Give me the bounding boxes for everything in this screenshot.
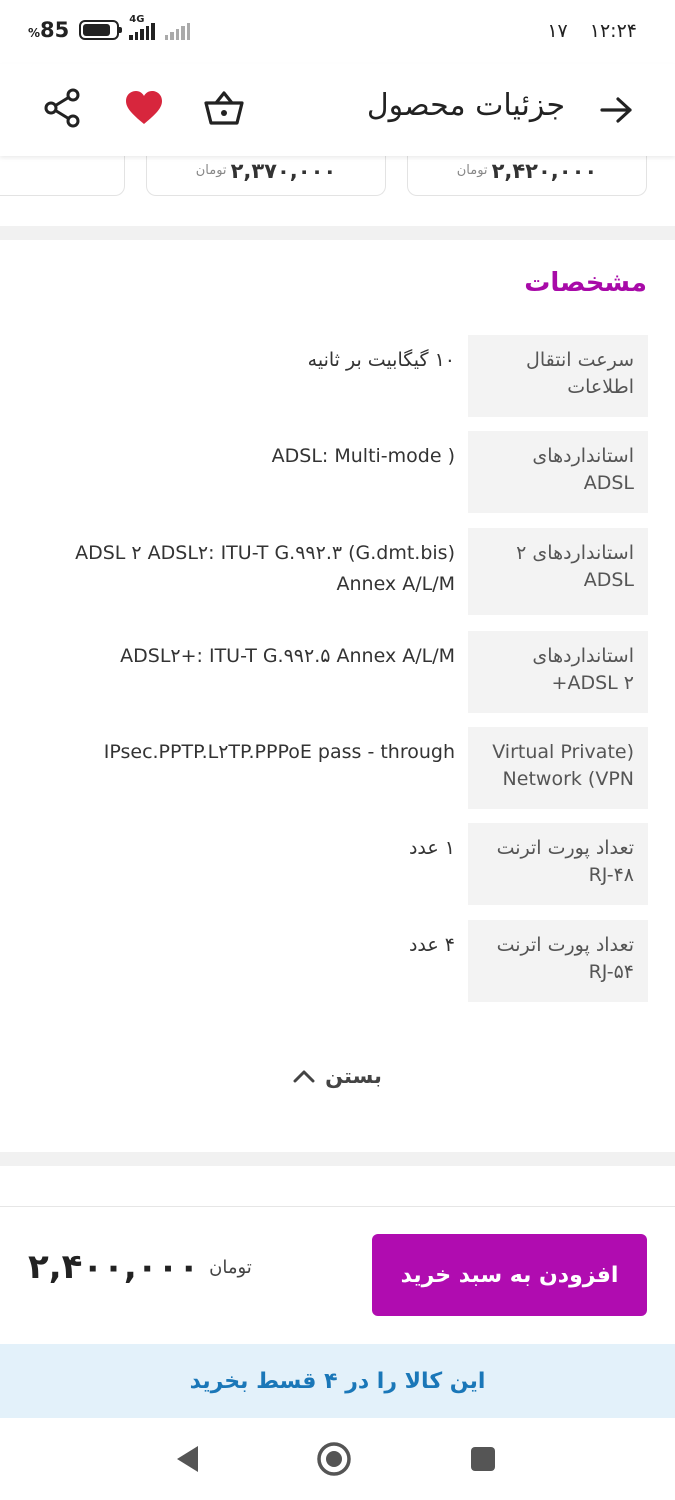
spec-value: IPsec.PPTP.L۲TP.PPPoE pass - through — [103, 741, 455, 763]
app-header — [0, 64, 675, 156]
spec-value: ۴ عدد — [408, 934, 455, 956]
battery-fill — [83, 24, 110, 36]
price-unit: تومان — [209, 1256, 252, 1278]
similar-products-strip[interactable] — [0, 156, 675, 226]
spec-key: استانداردهای ADSL ۲+ — [468, 631, 648, 713]
percent-sign: % — [28, 26, 41, 40]
spec-value: ۱۰ گیگابیت بر ثانیه — [307, 349, 455, 371]
section-divider — [0, 226, 675, 240]
spec-value: ADSL: Multi-mode ) — [271, 445, 455, 467]
nav-recents-button[interactable] — [462, 1438, 504, 1480]
recents-square-icon — [469, 1445, 497, 1473]
signal-secondary-icon — [165, 20, 191, 40]
similar-product-card[interactable] — [146, 156, 386, 196]
nav-home-button[interactable] — [313, 1438, 355, 1480]
purchase-bar — [0, 1206, 675, 1344]
page-title: جزئیات محصول — [366, 88, 565, 123]
signal-4g-icon — [129, 14, 155, 40]
share-button[interactable] — [40, 86, 84, 130]
spec-value: ۱ عدد — [408, 837, 455, 859]
close-specs-button[interactable] — [0, 1064, 675, 1088]
back-triangle-icon — [174, 1444, 200, 1474]
heart-icon — [124, 90, 164, 126]
spec-key: Virtual Private) Network (VPN — [468, 727, 648, 809]
battery-icon — [79, 20, 119, 40]
status-date: ۱۷ — [547, 20, 568, 42]
close-label: بستن — [325, 1064, 382, 1088]
add-to-cart-button[interactable]: افزودن به سبد خرید — [372, 1234, 647, 1316]
nav-back-button[interactable] — [166, 1438, 208, 1480]
spec-key: استانداردهای ۲ ADSL — [468, 528, 648, 615]
card-price: ۲,۴۲۰,۰۰۰ — [491, 158, 598, 183]
installment-text: این کالا را در ۴ قسط بخرید — [189, 1368, 486, 1394]
basket-button[interactable] — [202, 86, 246, 130]
final-price — [28, 1247, 252, 1287]
spec-key: تعداد پورت اترنت RJ-۵۴ — [468, 920, 648, 1002]
section-divider — [0, 1152, 675, 1166]
home-circle-icon — [316, 1441, 352, 1477]
installment-banner[interactable] — [0, 1344, 675, 1418]
spec-key: سرعت انتقال اطلاعات — [468, 335, 648, 417]
basket-icon — [203, 90, 245, 126]
card-price-unit: تومان — [195, 163, 227, 178]
specs-title: مشخصات — [524, 268, 647, 298]
spec-key: تعداد پورت اترنت RJ-۴۸ — [468, 823, 648, 905]
status-time: ۱۲:۲۴ — [589, 20, 637, 42]
similar-product-card[interactable] — [407, 156, 647, 196]
network-label: 4G — [129, 14, 145, 25]
spec-key: استانداردهای ADSL — [468, 431, 648, 513]
system-nav-bar — [0, 1418, 675, 1500]
spec-value: ADSL ۲ ADSL۲: ITU-T G.۹۹۲.۳ (G.dmt.bis) Annex A/L/M — [75, 542, 455, 595]
share-icon — [43, 88, 81, 128]
chevron-up-icon — [293, 1069, 315, 1083]
status-left — [28, 14, 190, 42]
price-value: ۲,۴۰۰,۰۰۰ — [28, 1247, 200, 1287]
battery-percent — [28, 18, 69, 42]
favorite-button[interactable] — [122, 86, 166, 130]
arrow-right-icon — [600, 96, 634, 124]
spec-value: ADSL۲+: ITU-T G.۹۹۲.۵ Annex A/L/M — [120, 645, 455, 667]
status-right — [547, 20, 637, 42]
card-price-unit: تومان — [456, 163, 488, 178]
similar-product-card[interactable] — [0, 156, 125, 196]
status-bar — [0, 0, 675, 64]
card-price: ۲,۳۷۰,۰۰۰ — [230, 158, 337, 183]
back-button[interactable] — [597, 90, 637, 130]
battery-percent-value: 85 — [40, 18, 70, 42]
